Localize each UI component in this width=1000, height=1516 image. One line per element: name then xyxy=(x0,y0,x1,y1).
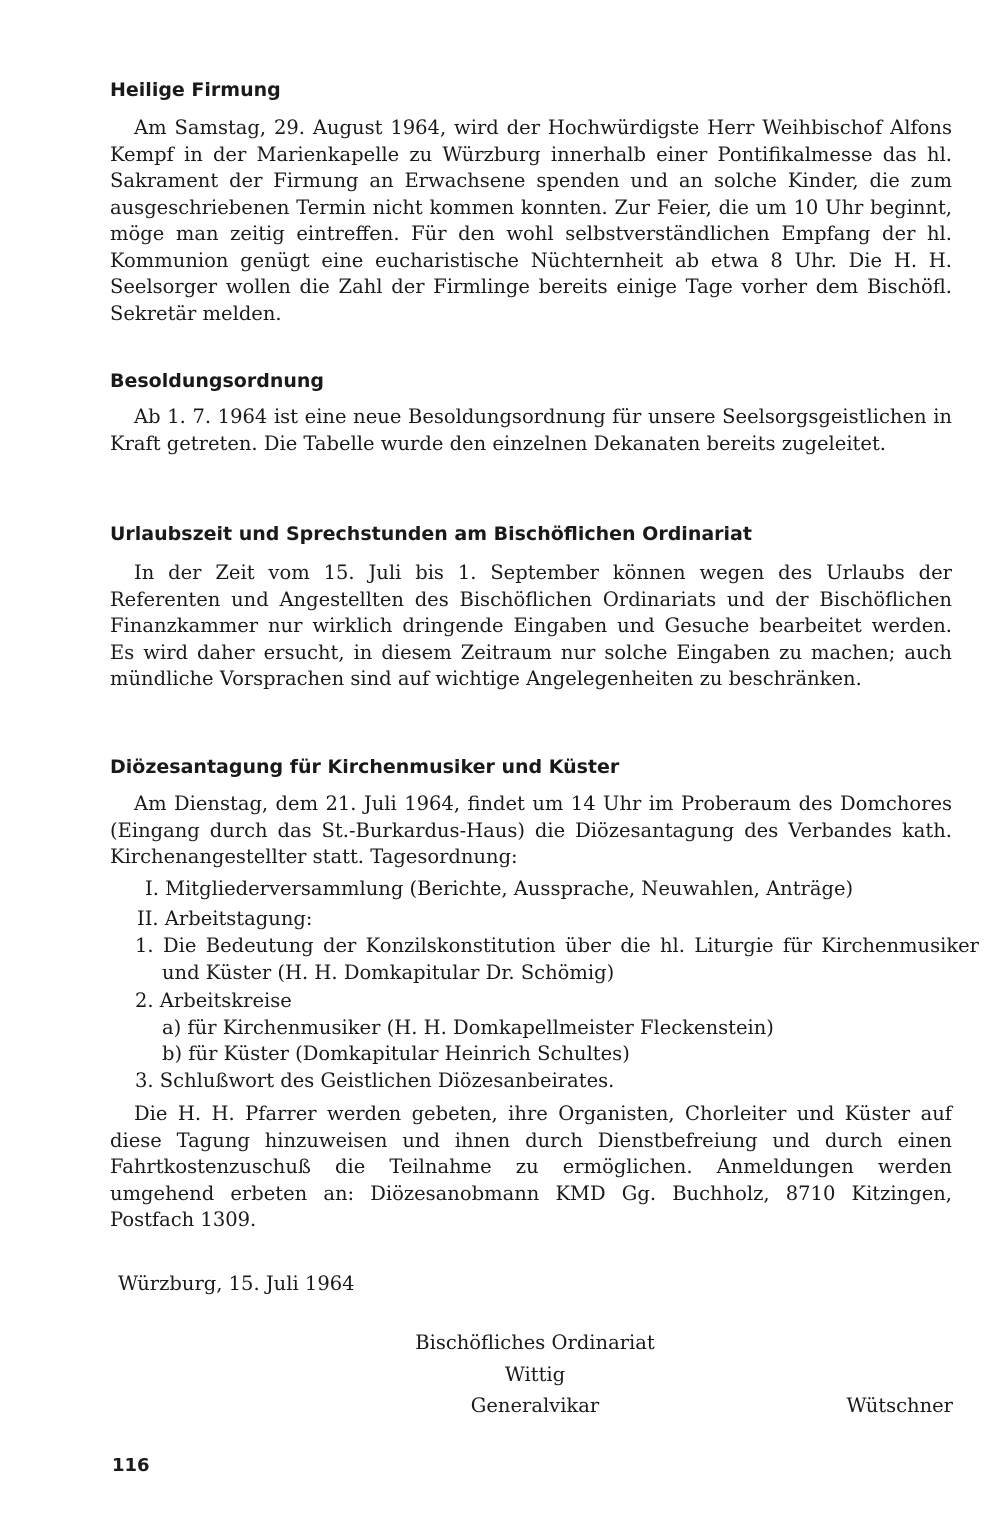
signature-title: Generalvikar xyxy=(470,1394,600,1417)
signature-name: Wittig xyxy=(504,1363,566,1386)
heading-besoldungsordnung: Besoldungsordnung xyxy=(110,370,325,392)
agenda-item-2: II. Arbeitstagung: xyxy=(137,907,313,930)
agenda-subitem-2b: b) für Küster (Domkapitular Heinrich Schultes) xyxy=(162,1042,630,1065)
heading-dioezesantagung: Diözesantagung für Kirchenmusiker und Küster xyxy=(110,756,620,778)
agenda-subitem-2: 2. Arbeitskreise xyxy=(135,989,292,1012)
page-number: 116 xyxy=(112,1455,150,1476)
agenda-subitem-2a: a) für Kirchenmusiker (H. H. Domkapellmeister Fleckenstein) xyxy=(162,1016,774,1039)
agenda-subitem-1: 1. Die Bedeutung der Konzilskonstitution über die hl. Liturgie für Kirchenmusiker und Küster (H. H. Domkapitular Dr. Schömig) xyxy=(135,934,979,984)
paragraph-dioezesantagung: Am Dienstag, dem 21. Juli 1964, findet um 14 Uhr im Proberaum des Domchores (Eingang durch das St.-Burkardus-Haus) die Diözesantagung des Verbandes kath. Kirchenangestellter statt. Tagesordnung: xyxy=(110,792,952,868)
paragraph-heilige-firmung: Am Samstag, 29. August 1964, wird der Hochwürdigste Herr Weihbischof Alfons Kempf in der Marienkapelle zu Würzburg innerhalb einer Pontifikalmesse das hl. Sakrament der Firmung an Erwachsene spenden und an solche Kinder, die zum ausgeschriebenen Termin nicht kommen konnten. Zur Feier, die um 10 Uhr beginnt, möge man zeitig eintreffen. Für den wohl selbstverständlichen Empfang der hl. Kommunion genügt eine eucharistische Nüchternheit ab etwa 8 Uhr. Die H. H. Seelsorger wollen die Zahl der Firmlinge bereits einige Tage vorher dem Bischöfl. Sekretär melden. xyxy=(110,116,952,325)
paragraph-closing: Die H. H. Pfarrer werden gebeten, ihre Organisten, Chorleiter und Küster auf diese Tagung hinzuweisen und ihnen durch Dienstbefreiung und durch einen Fahrtkostenzuschuß die Teilnahme zu ermöglichen. Anmeldungen werden umgehend erbeten an: Diözesanobmann KMD Gg. Buchholz, 8710 Kitzingen, Postfach 1309. xyxy=(110,1102,952,1231)
agenda-item-1: I. Mitgliederversammlung (Berichte, Aussprache, Neuwahlen, Anträge) xyxy=(145,877,854,900)
heading-urlaubszeit: Urlaubszeit und Sprechstunden am Bischöflichen Ordinariat xyxy=(110,523,752,545)
place-date: Würzburg, 15. Juli 1964 xyxy=(118,1272,355,1295)
signature-cosigner: Wütschner xyxy=(846,1394,953,1417)
agenda-subitem-3: 3. Schlußwort des Geistlichen Diözesanbeirates. xyxy=(135,1069,615,1092)
paragraph-besoldungsordnung: Ab 1. 7. 1964 ist eine neue Besoldungsordnung für unsere Seelsorgsgeistlichen in Kraft getreten. Die Tabelle wurde den einzelnen Dekanaten bereits zugeleitet. xyxy=(110,405,952,455)
heading-heilige-firmung: Heilige Firmung xyxy=(110,79,281,101)
signature-office: Bischöfliches Ordinariat xyxy=(415,1331,655,1354)
paragraph-urlaubszeit: In der Zeit vom 15. Juli bis 1. September können wegen des Urlaubs der Referenten und Angestellten des Bischöflichen Ordinariats und der Bischöflichen Finanzkammer nur wirklich dringende Eingaben und Gesuche bearbeitet werden. Es wird daher ersucht, in diesem Zeitraum nur solche Eingaben zu machen; auch mündliche Vorsprachen sind auf wichtige Angelegenheiten zu beschränken. xyxy=(110,561,952,690)
